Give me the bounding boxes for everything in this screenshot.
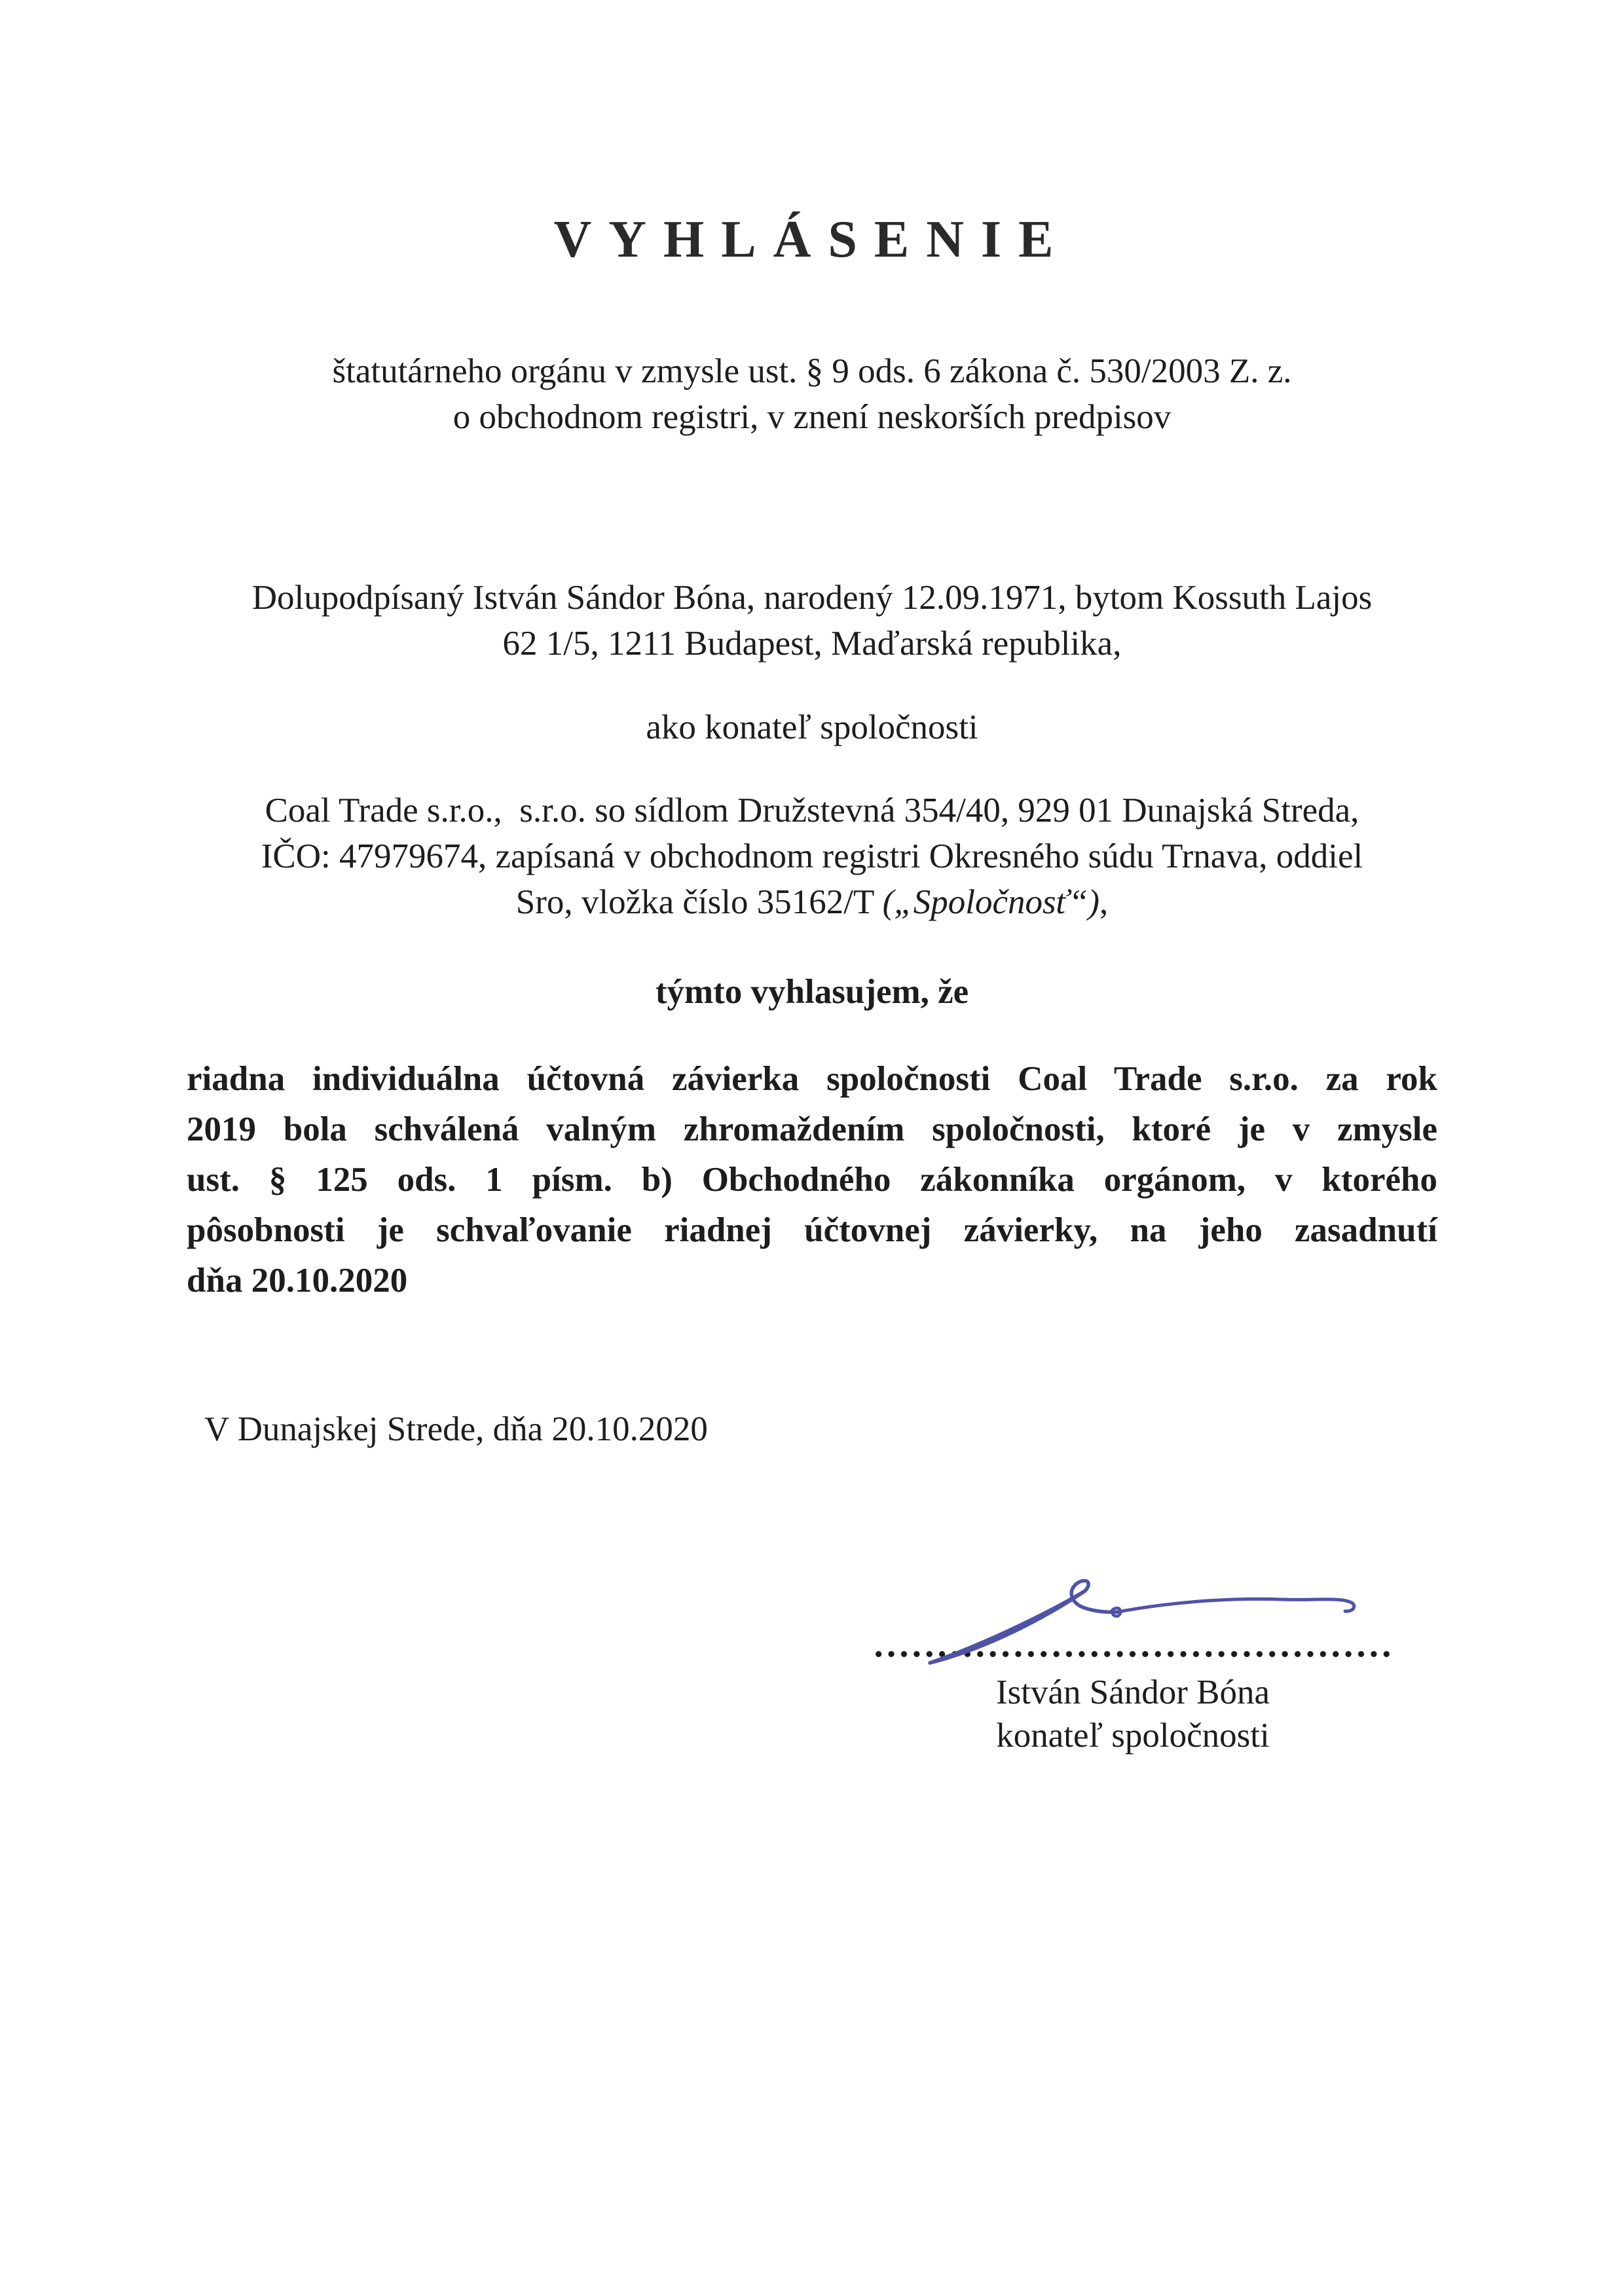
subtitle-line: štatutárneho orgánu v zmysle ust. § 9 ods. 6 zákona č. 530/2003 Z. z. <box>332 352 1292 390</box>
declaration-line: pôsobnosti je schvaľovanie riadnej účtovnej závierky, na jeho zasadnutí <box>187 1211 1437 1249</box>
paragraph-line: IČO: 47979674, zapísaná v obchodnom registri Okresného súdu Trnava, oddiel <box>261 837 1363 875</box>
paragraph-line: Dolupodpísaný István Sándor Bóna, narodený 12.09.1971, bytom Kossuth Lajos <box>251 579 1373 617</box>
subtitle-line: o obchodnom registri, v znení neskorších predpisov <box>452 398 1172 436</box>
declaration-lead: týmto vyhlasujem, že <box>655 973 969 1011</box>
document-subtitle <box>187 348 1437 440</box>
signature-ink <box>918 1579 1376 1684</box>
declaration-paragraph <box>187 1054 1437 1306</box>
company-text: , <box>1099 883 1109 921</box>
signatory-paragraph <box>187 575 1437 666</box>
paragraph-line: 62 1/5, 1211 Budapest, Maďarská republika, <box>502 625 1122 663</box>
company-text: Sro, vložka číslo 35162/T <box>515 883 883 921</box>
document-title: VYHLÁSENIE <box>553 211 1071 268</box>
company-defined-term: („Spoločnosť“) <box>882 883 1100 921</box>
signature-stroke-loop <box>930 1591 1085 1663</box>
declaration-line: 2019 bola schválená valným zhromaždením spoločnosti, ktoré je v zmysle <box>187 1110 1437 1148</box>
signatory-role: konateľ spoločnosti <box>996 1717 1270 1755</box>
paragraph-line: Coal Trade s.r.o., s.r.o. so sídlom Družstevná 354/40, 929 01 Dunajská Streda, <box>265 792 1359 829</box>
signatory-name: István Sándor Bóna <box>995 1673 1270 1711</box>
declaration-line: dňa 20.10.2020 <box>187 1262 408 1300</box>
place-date-line: V Dunajskej Strede, dňa 20.10.2020 <box>204 1410 708 1448</box>
signature-stroke-tail <box>1115 1599 1354 1613</box>
paragraph-line <box>187 879 1437 925</box>
declaration-line: ust. § 125 ods. 1 písm. b) Obchodného zákonníka orgánom, v ktorého <box>187 1161 1437 1199</box>
role-line: ako konateľ spoločnosti <box>646 708 978 746</box>
declaration-line: riadna individuálna účtovná závierka spoločnosti Coal Trade s.r.o. za rok <box>187 1060 1437 1098</box>
company-paragraph <box>187 788 1437 925</box>
